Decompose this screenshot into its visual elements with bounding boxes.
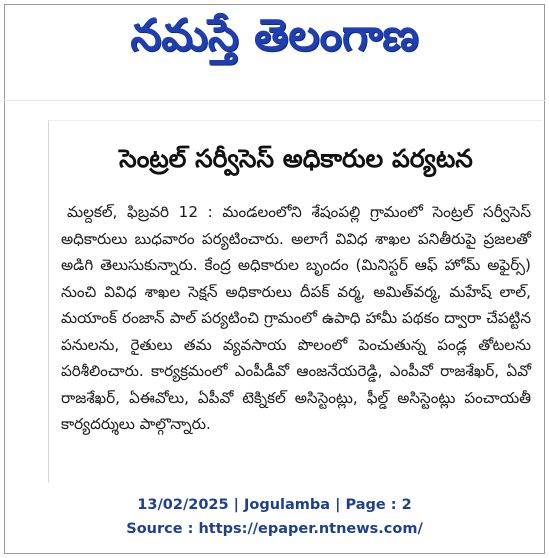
masthead-divider — [4, 100, 545, 101]
news-article — [48, 120, 542, 483]
clipping-footer — [0, 493, 549, 541]
edition-info: 13/02/2025 | Jogulamba | Page : 2 — [137, 497, 412, 513]
newspaper-masthead — [0, 6, 549, 70]
masthead-logo-text: నమస్తే తెలంగాణ — [130, 10, 419, 61]
article-headline: సెంట్రల్ సర్వీసెస్ అధికారుల పర్యటన — [119, 144, 473, 173]
source-link[interactable]: Source : https://epaper.ntnews.com/ — [126, 521, 423, 537]
article-body: మల్దకల్, ఫిబ్రవరి 12 : మండలంలోని శేషంపల్లి గ్రామంలో సెంట్రల్ సర్వీసెస్ అధికారులు బుధవారం పర్యటించారు. అలాగే వివిధ శాఖల పనితీరుపై ప్రజలతో అడిగి తెలుసుకున్నారు. కేంద్ర అధికారుల బృందం (మినిస్టర్ ఆఫ్ హోమ్ అఫైర్స్) నుంచి వివిధ శాఖల సెక్షన్ అధికారులు దీపక్ వర్మ, అమిత్‌వర్మ, మహేష్ లాల్, మయాంక్ రంజాన్ పాల్ పర్యటించి గ్రామంలో ఉపాధి హామీ పథకం ద్వారా చేపట్టిన పనులను, రైతులు తమ వ్యవసాయ పొలంలో పెంచుతున్న పండ్ల తోటలను పరిశీలించారు. కార్యక్రమంలో ఎంపీడీవో ఆంజనేయరెడ్డి, ఎంపీవో రాజశేఖర్, ఏవో రాజశేఖర్, ఏఈవోలు, ఏపీవో టెక్నికల్ అసిస్టెంట్లు, ఫీల్డ్ అసిస్టెంట్లు పంచాయతీ కార్యదర్శులు పాల్గొన్నారు. — [61, 203, 531, 433]
